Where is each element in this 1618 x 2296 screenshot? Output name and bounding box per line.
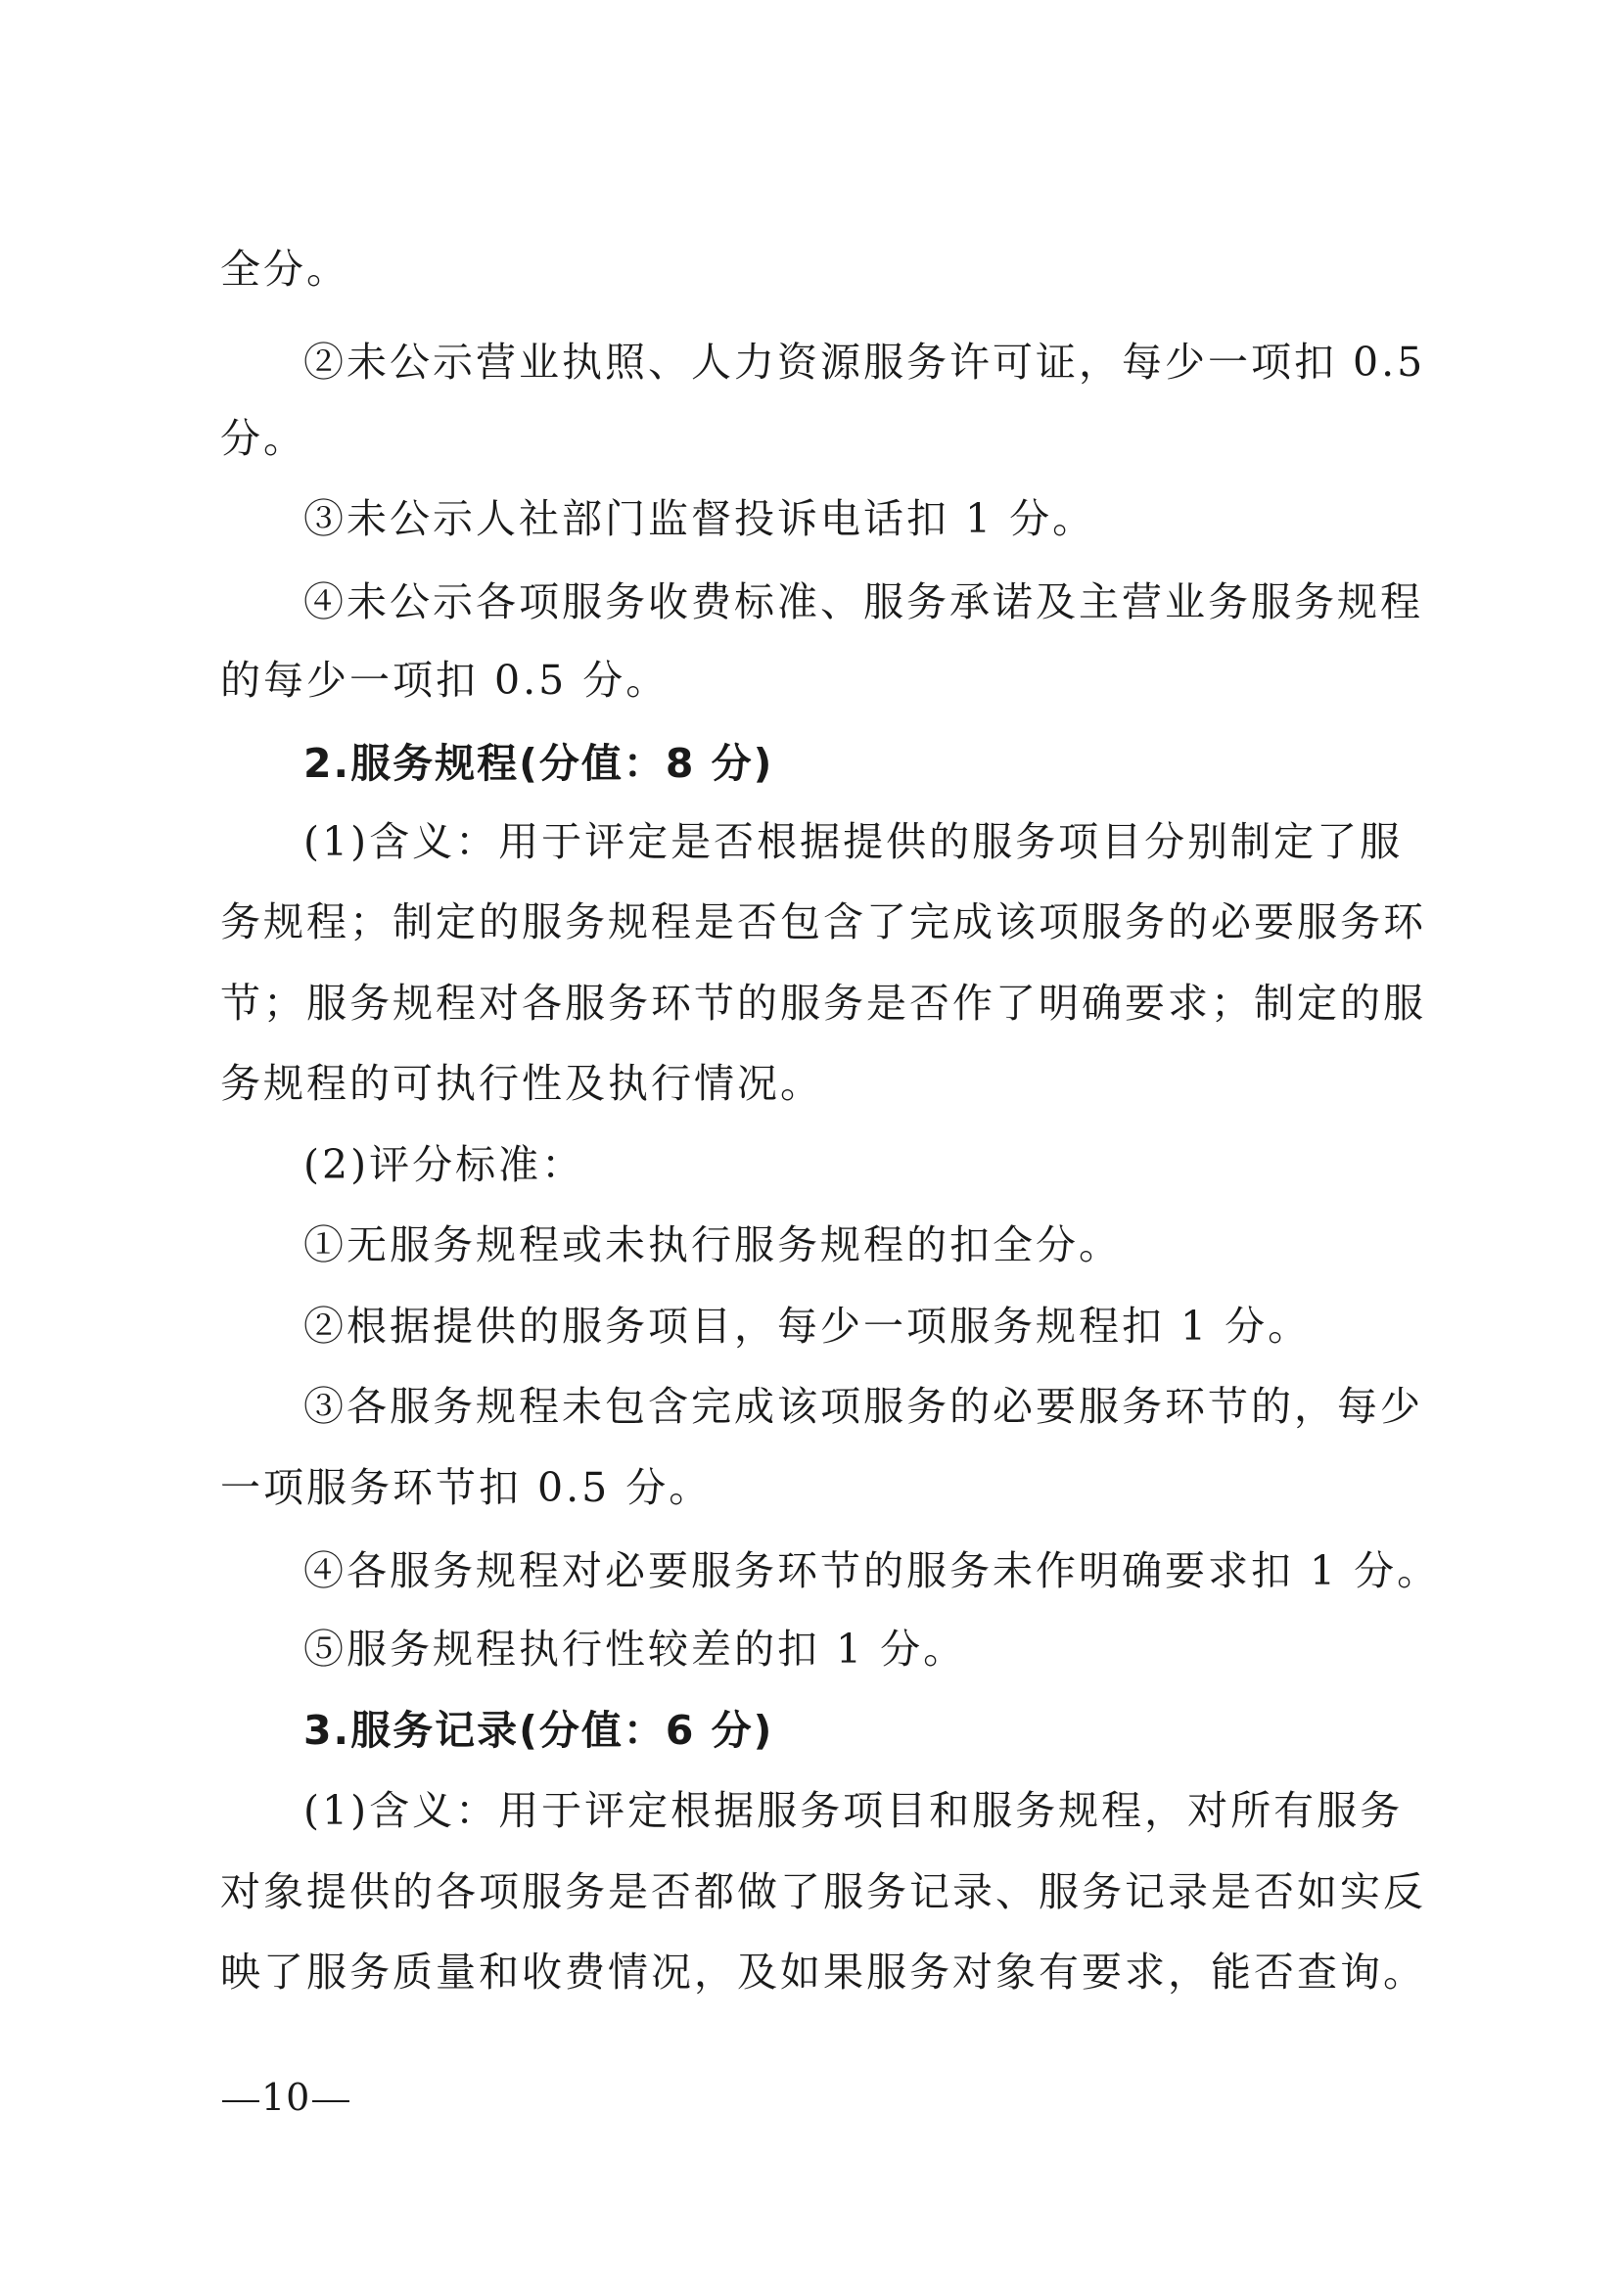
text-line: 务规程的可执行性及执行情况。 [220,1060,823,1107]
text-line: ②未公示营业执照、人力资源服务许可证，每少一项扣 0.5 [303,339,1426,386]
text-line: ③各服务规程未包含完成该项服务的必要服务环节的，每少 [303,1383,1423,1430]
text-line: ①无服务规程或未执行服务规程的扣全分。 [303,1221,1122,1268]
text-line: 节；服务规程对各服务环节的服务是否作了明确要求；制定的服 [220,980,1426,1027]
text-line: 的每少一项扣 0.5 分。 [220,657,670,704]
dash-right [312,2100,349,2102]
text-line: 映了服务质量和收费情况，及如果服务对象有要求，能否查询。 [220,1949,1426,1996]
section-heading: 3.服务记录(分值：6 分) [303,1707,774,1754]
section-heading: 2.服务规程(分值：8 分) [303,740,774,787]
text-line: 对象提供的各项服务是否都做了服务记录、服务记录是否如实反 [220,1868,1426,1915]
page-number: 10 [261,2076,311,2119]
text-line: ②根据提供的服务项目，每少一项服务规程扣 1 分。 [303,1303,1312,1350]
text-line: (1)含义：用于评定根据服务项目和服务规程，对所有服务 [303,1787,1404,1834]
text-line: ④各服务规程对必要服务环节的服务未作明确要求扣 1 分。 [303,1547,1441,1594]
text-line: (2)评分标准： [303,1141,585,1188]
text-line: 全分。 [220,246,349,293]
text-line: ④未公示各项服务收费标准、服务承诺及主营业务服务规程 [303,578,1423,625]
text-line: ⑤服务规程执行性较差的扣 1 分。 [303,1626,967,1673]
text-line: (1)含义：用于评定是否根据提供的服务项目分别制定了服 [303,818,1404,865]
dash-left [222,2100,259,2102]
text-line: 分。 [220,415,306,462]
text-line: ③未公示人社部门监督投诉电话扣 1 分。 [303,495,1096,542]
text-line: 务规程；制定的服务规程是否包含了完成该项服务的必要服务环 [220,898,1426,945]
page-number-footer [220,2070,351,2125]
text-line: 一项服务环节扣 0.5 分。 [220,1464,713,1511]
